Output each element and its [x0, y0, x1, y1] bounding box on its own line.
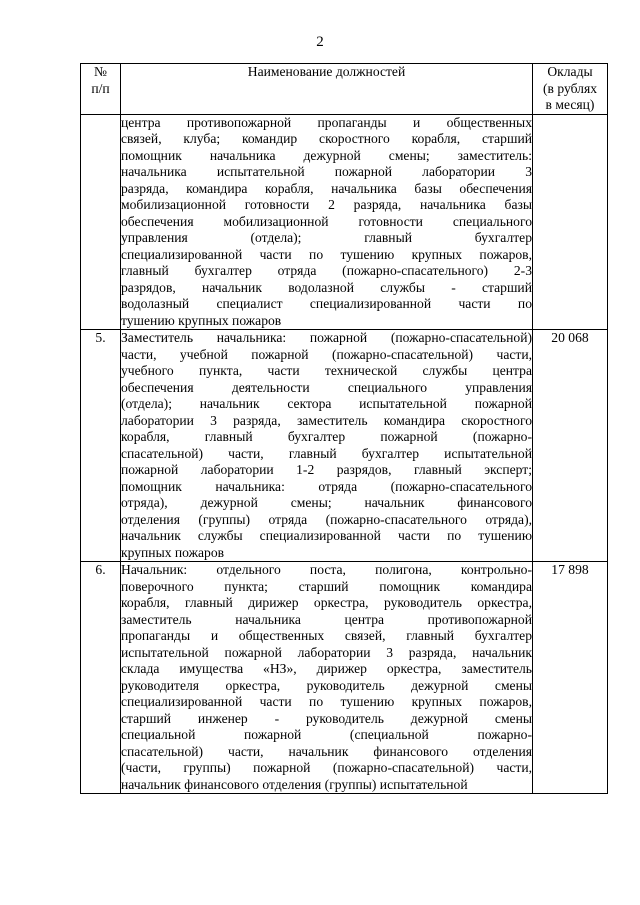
position-text-line: главный бухгалтер отряда (пожарно-спасательного) 2-3	[121, 263, 532, 278]
position-text-line: специализированной части по тушению крупных пожаров,	[121, 246, 532, 262]
header-position-name-text: Наименование должностей	[247, 64, 406, 79]
position-text-line: склада имущества «НЗ», дирижер оркестра, заместитель	[121, 661, 532, 676]
position-text-line: мобилизационной готовности 2 разряда, начальника базы	[121, 197, 532, 212]
position-text-line: корабля, главный дирижер оркестра, руководитель оркестра,	[121, 595, 532, 610]
table-row	[81, 330, 608, 562]
position-text-line: связей, клуба; командир скоростного корабля, старший	[121, 131, 532, 146]
header-salary	[533, 64, 608, 115]
position-text-line: Заместитель начальника: пожарной (пожарно-спасательной)	[121, 330, 532, 345]
position-text-line: водолазный специалист специализированной части по	[121, 296, 532, 311]
position-text-line: управления (отдела); главный бухгалтер	[121, 230, 532, 245]
salary-value: 20 068	[533, 330, 608, 562]
position-text-line: начальник финансового отделения (группы) испытательной	[121, 776, 468, 792]
header-position-name	[121, 64, 533, 115]
position-text-line: помощник начальника дежурной смены; заместитель:	[121, 147, 532, 163]
position-text-line: испытательной пожарной лаборатории 3 разряда, начальник	[121, 644, 532, 660]
header-salary-line1: Оклады	[547, 64, 593, 79]
header-number	[81, 64, 121, 115]
position-text-line: лаборатории 3 разряда, заместитель командира скоростного	[121, 412, 532, 428]
table-body	[81, 114, 608, 794]
position-text-line: части, учебной пожарной (пожарно-спасательной) части,	[121, 346, 532, 362]
position-text-line: специализированной части по тушению крупных пожаров,	[121, 694, 532, 709]
position-names	[121, 330, 533, 562]
position-text-line: заместитель начальника центра противопожарной	[121, 611, 532, 627]
position-text-line: разрядов, начальник водолазной службы - старший	[121, 279, 532, 295]
position-names	[121, 114, 533, 330]
position-text-line: учебного пункта, части технической службы центра	[121, 363, 532, 378]
position-names	[121, 562, 533, 794]
position-text-line: пожарной лаборатории 1-2 разрядов, главный эксперт;	[121, 462, 532, 477]
table-row	[81, 562, 608, 794]
salary-value	[533, 114, 608, 330]
table-header-row	[81, 64, 608, 115]
position-text-line: разряда, командира корабля, начальника базы обеспечения	[121, 180, 532, 196]
header-salary-line2: (в рублях	[543, 80, 597, 96]
position-text-line: спасательной) части, начальник финансового отделения	[121, 743, 532, 759]
header-number-line1: №	[94, 64, 107, 79]
salary-value: 17 898	[533, 562, 608, 794]
row-number: 6.	[81, 562, 121, 794]
position-text-line: руководителя оркестра, руководитель дежурной смены	[121, 677, 532, 693]
position-text-line: (части, группы) пожарной (пожарно-спасательной) части,	[121, 760, 532, 775]
header-salary-line3: в месяц)	[545, 97, 595, 112]
position-text-line: (отдела); начальник сектора испытательной пожарной	[121, 396, 532, 411]
position-text-line: корабля, главный бухгалтер пожарной (пожарно-	[121, 429, 532, 444]
position-text-line: тушению крупных пожаров	[121, 312, 282, 328]
position-text-line: спасательной) части, главный бухгалтер испытательной	[121, 445, 532, 461]
position-text-line: пропаганды и общественных связей, главный бухгалтер	[121, 628, 532, 643]
position-text-line: обеспечения мобилизационной готовности специального	[121, 213, 532, 229]
position-text-line: центра противопожарной пропаганды и общественных	[121, 114, 532, 130]
position-text-line: начальника испытательной пожарной лаборатории 3	[121, 164, 532, 179]
position-text-line: специальной пожарной (специальной пожарно-	[121, 727, 532, 742]
row-number	[81, 114, 121, 330]
row-number: 5.	[81, 330, 121, 562]
position-text-line: поверочного пункта; старший помощник командира	[121, 578, 532, 594]
header-number-line2: п/п	[91, 80, 110, 96]
page-number: 2	[316, 34, 324, 50]
position-text-line: начальник службы специализированной части по тушению	[121, 528, 532, 543]
position-text-line: помощник начальника: отряда (пожарно-спасательного	[121, 478, 532, 494]
position-text-line: отряда), дежурной смены; начальник финансового	[121, 495, 532, 510]
position-text-line: отделения (группы) отряда (пожарно-спасательного отряда),	[121, 511, 532, 527]
position-text-line: обеспечения деятельности специального управления	[121, 379, 532, 395]
position-text-line: Начальник: отдельного поста, полигона, контрольно-	[121, 562, 532, 577]
positions-table	[80, 63, 608, 794]
position-text-line: крупных пожаров	[121, 544, 225, 560]
table-row	[81, 114, 608, 330]
position-text-line: старший инженер - руководитель дежурной смены	[121, 710, 532, 726]
